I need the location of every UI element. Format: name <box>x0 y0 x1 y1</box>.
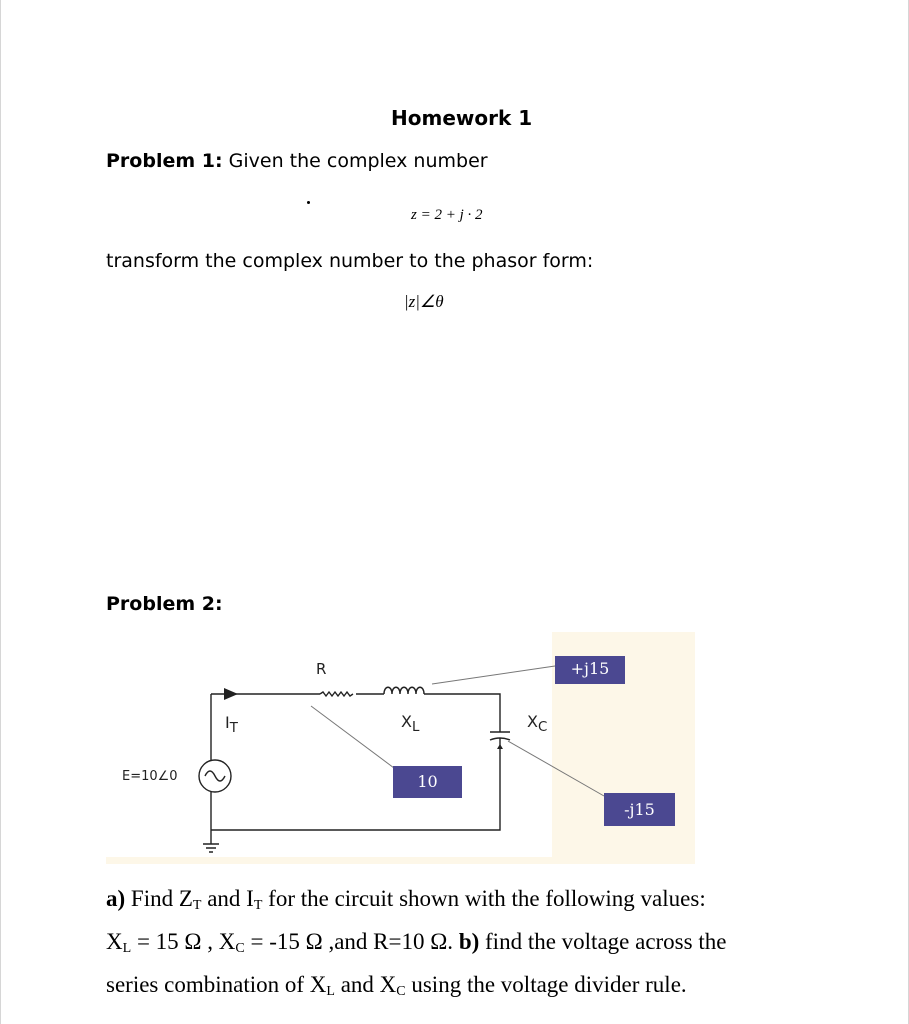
capacitor-arrow-icon <box>497 744 503 749</box>
text-rest1: for the circuit shown with the following values: <box>262 886 706 911</box>
leader-capacitor <box>508 741 604 796</box>
text-and2: and X <box>334 972 397 997</box>
problem2-text <box>106 881 806 1010</box>
resistor-label: R <box>316 660 327 678</box>
text-and1: and I <box>201 886 254 911</box>
problem2-label: Problem 2: <box>106 593 223 615</box>
document-title: Homework 1 <box>391 106 533 130</box>
xl-subscript-2: L <box>326 984 335 999</box>
resistor-symbol <box>320 692 353 696</box>
inductor-value-callout: +j15 <box>555 656 625 684</box>
current-label-sub: T <box>229 721 238 737</box>
problem1-statement <box>106 150 488 172</box>
xc-subscript-2: C <box>396 984 406 999</box>
capacitor-label-main: X <box>527 712 538 731</box>
problem1-label: Problem 1: <box>106 150 223 172</box>
text-rest2: find the voltage across the <box>479 929 727 954</box>
inductor-label-main: X <box>401 712 412 731</box>
xc-subscript: C <box>235 941 245 956</box>
complex-number-equation: z = 2 + j · 2 <box>411 207 483 223</box>
inductor-label-sub: L <box>411 720 420 736</box>
capacitor-value-callout: -j15 <box>604 793 675 826</box>
current-label-main: I <box>225 713 230 732</box>
text-line3b: using the voltage divider rule. <box>405 972 687 997</box>
source-label: E=10∠0 <box>122 769 178 784</box>
text-find: Find Z <box>125 886 193 911</box>
zt-subscript: T <box>192 898 202 913</box>
text-vals1: = 15 Ω , X <box>131 929 236 954</box>
problem1-intro: Given the complex number <box>222 150 488 172</box>
part-b-label: b) <box>458 929 480 954</box>
capacitor-label <box>527 712 547 735</box>
xl-subscript: L <box>122 941 132 956</box>
text-line3a: series combination of X <box>106 972 327 997</box>
ground-symbol <box>203 844 219 852</box>
inductor-symbol <box>384 687 424 694</box>
text-x1: X <box>106 929 123 954</box>
page-edge-left <box>0 0 1 1024</box>
resistor-value-callout: 10 <box>393 766 462 798</box>
text-vals2: = -15 Ω ,and R=10 Ω. <box>244 929 459 954</box>
it-subscript: T <box>253 898 263 913</box>
leader-resistor <box>311 706 394 768</box>
sine-wave-symbol <box>205 771 225 781</box>
current-label <box>225 713 238 736</box>
stray-dot <box>307 201 310 204</box>
part-a-label: a) <box>106 886 126 911</box>
leader-inductor <box>432 666 555 684</box>
wire-l-c <box>424 694 500 732</box>
capacitor-label-sub: C <box>537 720 548 736</box>
current-arrow-icon <box>224 688 238 700</box>
inductor-label <box>401 712 419 735</box>
phasor-form: |z|∠θ <box>404 292 444 311</box>
problem1-instruction: transform the complex number to the phasor form: <box>106 250 594 272</box>
